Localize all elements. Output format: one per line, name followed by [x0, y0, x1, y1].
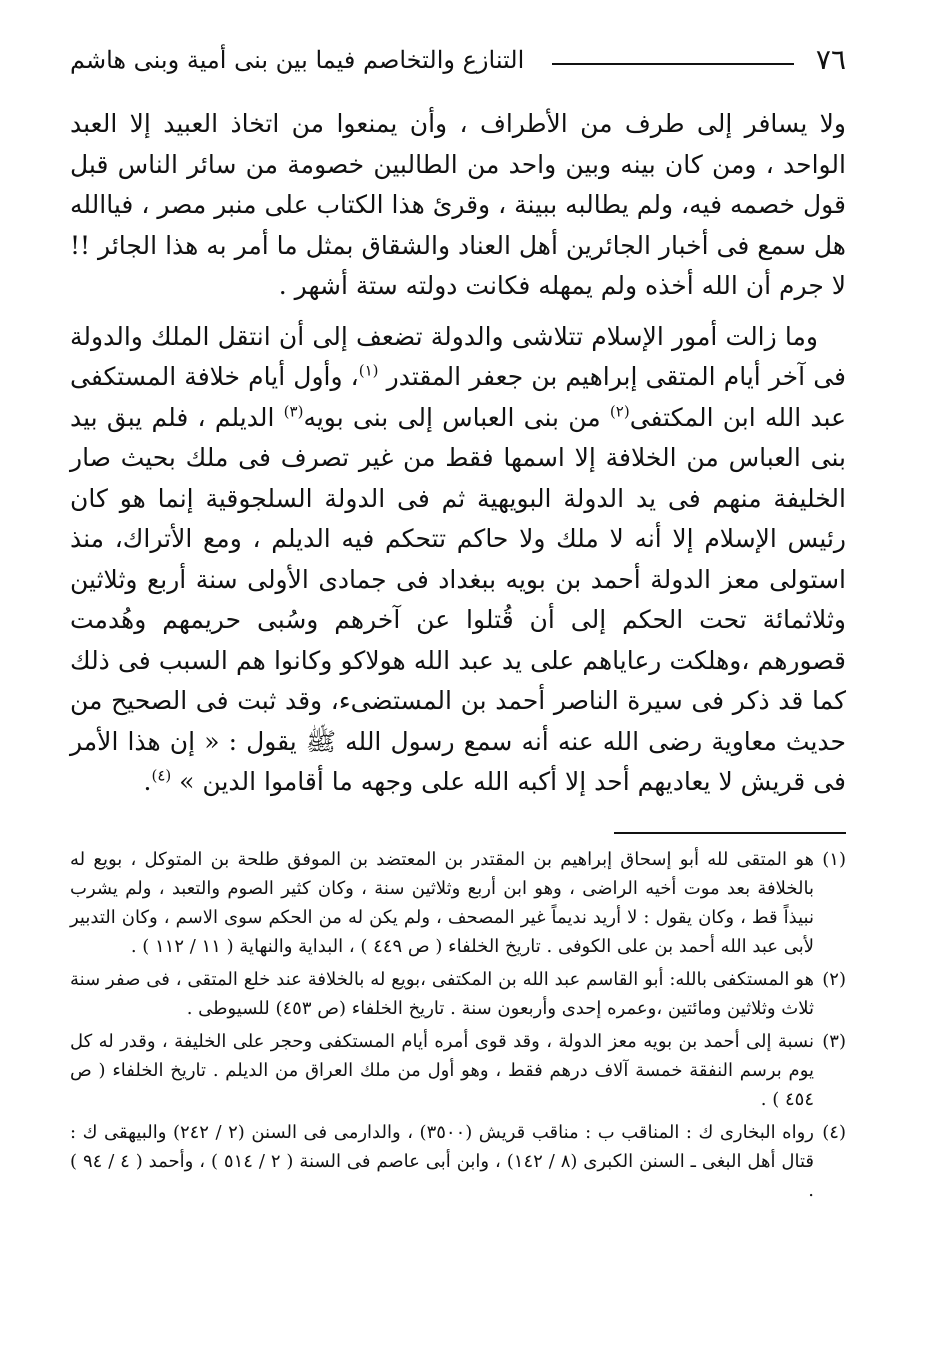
footnote-4	[70, 1118, 846, 1205]
footnote-separator	[614, 832, 846, 834]
paragraph-2-segment-2: ، وأول أيام خلافة المستكفى عبد الله ابن المكتفى	[70, 362, 847, 432]
footnote-ref-1: (١)	[358, 361, 379, 380]
page-number: ٧٦	[815, 43, 846, 76]
footnote-text: هو المتقى لله أبو إسحاق إبراهيم بن المقتدر بن المعتضد بن الموفق طلحة بن المتوكل ، بويع له بالخلافة بعد موت أخيه الراضى ، وهو ابن أربع وثلاثين سنة ، وكان كثير الصوم والتعبد ، ولم يشرب نبيذاً قط ، وكان يقول : لا أريد نديماً غير المصحف ، ولم يكن له من الحكم سوى الاسم ، وكان التدبير لأبى عبد الله أحمد بن على الكوفى . تاريخ الخلفاء ( ص ٤٤٩ ) ، البداية والنهاية ( ١١ / ١١٢ ) .	[70, 849, 814, 957]
running-title: التنازع والتخاصم فيما بين بنى أمية وبنى هاشم	[70, 46, 525, 74]
footnote-2	[70, 965, 846, 1023]
footnote-number: (٣)	[822, 1031, 846, 1052]
footnote-ref-2: (٢)	[609, 402, 630, 421]
footnote-3	[70, 1027, 846, 1114]
main-text	[70, 104, 846, 803]
footnote-1	[70, 845, 846, 961]
running-header	[70, 40, 846, 80]
footnote-text: رواه البخارى ك : المناقب ب : مناقب قريش (٣٥٠٠) ، والدارمى فى السنن (٢ / ٢٤٢) والبيهقى ك : قتال أهل البغى ـ السنن الكبرى (٨ / ١٤٢) ، وابن أبى عاصم فى السنة ( ٢ / ٥١٤ ) ، وأحمد ( ٤ / ٩٤ ) .	[70, 1122, 814, 1201]
footnote-number: (٤)	[822, 1122, 846, 1143]
paragraph-2-segment-4: الديلم ، فلم يبق بيد بنى العباس من الخلافة إلا اسمها فقط من غير تصرف فى ملك بحيث صار الخليفة منهم فى يد الدولة البويهية ثم فى الدولة السلجوقية إنما هو كان رئيس الإسلام إلا أنه لا ملك ولا حاكم تتحكم فيه الديلم ، ومع الأتراك، منذ استولى معز الدولة أحمد بن بويه ببغداد فى جمادى الأولى سنة أربع وثلاثين وثلاثمائة تحت الحكم إلى أن قُتلوا عن آخرهم وسُبى حريمهم وهُدمت قصورهم ،وهلكت رعاياهم على يد عبد الله هولاكو وكانوا هم السبب فى ذلك كما قد ذكر فى سيرة الناصر أحمد بن المستضىء، وقد ثبت فى الصحيح من حديث معاوية رضى الله عنه أنه سمع رسول الله ﷺ يقول : « إن هذا الأمر فى قريش لا يعاديهم أحد إلا أكبه الله على وجهه ما أقاموا الدين »	[70, 402, 846, 796]
footnote-ref-4: (٤)	[151, 766, 172, 785]
footnote-ref-3: (٣)	[283, 402, 304, 421]
paragraph-2	[70, 317, 846, 803]
footnotes	[70, 845, 846, 1209]
footnote-text: نسبة إلى أحمد بن بويه معز الدولة ، وقد قوى أمره أيام المستكفى وحجر على الخليفة ، وقدر له كل يوم برسم النفقة خمسة آلاف درهم فقط ، وهو أول من ملك العراق من الديلم . تاريخ الخلفاء ( ص ٤٥٤ ) .	[70, 1031, 814, 1110]
footnote-text: هو المستكفى بالله: أبو القاسم عبد الله بن المكتفى ،بويع له بالخلافة عند خلع المتقى ، فى صفر سنة ثلاث وثلاثين ومائتين ،وعمره إحدى وأربعون سنة . تاريخ الخلفاء (ص ٤٥٣) للسيوطى .	[70, 969, 814, 1019]
paragraph-1: ولا يسافر إلى طرف من الأطراف ، وأن يمنعوا من اتخاذ العبيد إلا العبد الواحد ، ومن كان بينه وبين واحد من الطالبين خصومة من سائر الناس قبل قول خصمه فيه، ولم يطالبه ببينة ، وقرئ هذا الكتاب على منبر مصر ، فياالله هل سمع فى أخبار الجائرين أهل العناد والشقاق بمثل ما أمر به هذا الجائر !! لا جرم أن الله أخذه ولم يمهله فكانت دولته ستة أشهر .	[70, 109, 846, 300]
header-rule	[552, 63, 794, 65]
paragraph-2-segment-5: .	[143, 767, 152, 796]
footnote-number: (١)	[822, 849, 846, 870]
paragraph-2-segment-3: من بنى العباس إلى بنى بويه	[303, 402, 610, 432]
paragraph-2-segment-1: وما زالت أمور الإسلام تتلاشى والدولة تضعف إلى أن انتقل الملك والدولة فى آخر أيام المتقى إبراهيم بن جعفر المقتدر	[70, 321, 846, 391]
footnote-number: (٢)	[822, 969, 846, 990]
